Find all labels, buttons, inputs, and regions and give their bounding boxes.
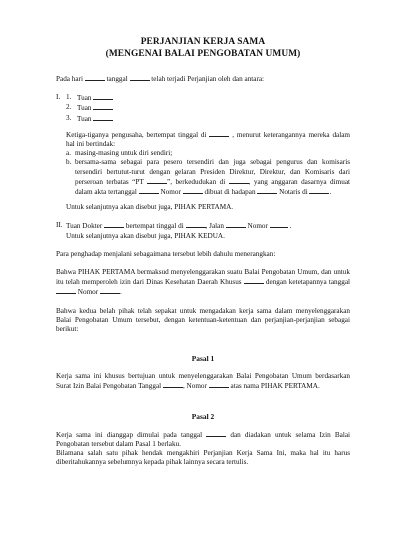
bahwa-paragraph-1 [56,268,350,298]
acting-b-text-7: . [329,188,332,197]
acting-letter: a. [66,149,71,158]
intro-paragraph [56,74,350,84]
tuan-blank [93,93,113,100]
acting-b-text-5: dibuat di hadapan [204,188,256,197]
pihak-pertama-note: Untuk selanjutnya akan disebut juga, PIHAK PERTAMA. [66,203,234,212]
acting-b-text-1: bersama-sama sebagai para pesero tersendiri dan juga sebagai pengurus dan komisaris tersendiri bertutut-turut dengan gelaran Presiden Direktur, Direktur, dan Komisaris dari perseroan terbatas “PT [75,158,350,186]
tuan-label: Tuan [77,114,92,123]
dokter-text-2: bertempat tinggal di [125,222,184,231]
tuan-blank [93,103,113,110]
decree-number-blank [100,287,122,297]
title-line-1: PERJANJIAN KERJA SAMA [140,37,266,47]
ketiganya-text-2: , menurut keterangannya mereka dalam hal ini bertindak: [66,130,351,149]
bahwa1-text-3: Nomor [77,288,99,297]
pasal-1-text [56,372,350,391]
pt-name-blank [147,177,167,184]
acting-b-text-6: Notaris di [279,188,308,197]
decree-date-blank [56,287,76,294]
intro-text-3: telah terjadi Perjanjian oleh dan antara: [151,75,265,83]
tuan-number: 3. [66,113,72,122]
pasal-2-text-1 [56,430,350,449]
dokter-text-1: Tuan Dokter [66,222,103,231]
day-blank [85,74,105,81]
street-blank [226,221,246,228]
tuan-number: 2. [66,103,72,112]
deed-number-blank [183,187,203,194]
acting-b-text-2: ”, berkedudukan di [167,177,226,186]
domicile-blank [209,130,229,137]
acting-text: masing-masing untuk diri sendiri; [75,149,173,158]
start-date-blank [206,430,226,437]
permit-number-blank [209,381,229,388]
pasal1-text-2: , Nomor [182,382,207,391]
title-line-2: (MENGENAI BALAI PENGOBATAN UMUM) [105,49,301,59]
tuan-blank [93,114,113,121]
tuan-item [66,114,350,124]
pasal1-text-1: Kerja sama ini khusus bertujuan untuk menyelenggarakan Balai Pengobatan Umum berdasarkan Surat Izin Balai Pengobatan Tanggal [56,372,350,391]
party-two-section [56,221,350,240]
ketiganya-text-1: Ketiga-tiganya pengusaha, bertempat tinggal di [66,130,207,139]
bahwa1-text-4: . [119,288,122,297]
acting-letter: b. [66,158,72,167]
dokter-line [66,221,350,231]
document-title [56,36,350,60]
tuan-item [66,103,350,113]
pihak-kedua-note: Untuk selanjutnya akan disebut juga, PIHAK KEDUA. [66,231,225,240]
dokter-text-3: , Jalan [205,222,224,231]
acting-b-text-4: Nomor [160,188,181,197]
para-penghadap-paragraph: Para penghadap menjalani sebagaimana tersebut lebih dahulu menerangkan: [56,249,276,258]
tuan-item [66,93,350,103]
notary-name-blank [257,187,277,194]
dokter-text-4: Nomor [247,222,268,231]
party-one-section [56,93,350,212]
acting-item-a [66,149,350,158]
pasal2-text-2: dan diadakan untuk selama Izin Balai Pengobatan tersebut dalam Pasal 1 berlaku. [56,430,351,448]
tuan-number: 1. [66,93,72,102]
region-blank [244,277,264,284]
acting-item-b [66,158,350,197]
acting-b-text-3: , yang anggaran dasarnya dimuat dalam akta tertanggal [75,177,351,197]
ketiganya-paragraph [66,130,350,149]
roman-numeral-2: II. [56,221,63,230]
seat-blank [229,177,249,184]
acting-text [75,158,350,197]
tuan-label: Tuan [77,104,92,113]
bahwa-paragraph-2: Bahwa kedua belah pihak telah sepakat untuk mengadakan kerja sama dalam menyelenggarakan Balai Pengobatan Umum tersebut, dengan ketentuan-ketentuan dan perjanjian-perjanjian sebagai berikut: [56,306,350,334]
pasal-1-heading: Pasal 1 [191,354,215,364]
pasal2-text-1: Kerja sama ini dianggap dimulai pada tanggal [56,430,203,439]
dokter-text-5: . [289,222,292,231]
bahwa1-text-2: dengan ketetapannya tanggal [265,278,351,287]
pasal-2-text-2: Bilamana salah satu pihak hendak mengakhiri Perjanjian Kerja Sama Ini, maka hal itu harus diberitahukannya sebelumnya kepada pihak lainnya secara tertulis. [56,449,350,467]
roman-numeral-1: I. [56,93,61,102]
tuan-label: Tuan [77,94,92,103]
house-number-blank [270,221,288,228]
pasal-2-heading: Pasal 2 [191,411,215,421]
doctor-name-blank [104,221,124,228]
intro-text-1: Pada hari [56,75,83,83]
date-blank [130,74,150,81]
doctor-city-blank [186,221,206,228]
permit-date-blank [163,381,183,388]
intro-text-2: tanggal [106,75,128,83]
bahwa1-text-1: Bahwa PIHAK PERTAMA bermaksud menyelenggarakan suatu Balai Pengobatan Umum, dan untuk itu telah memperoleh izin dari Dinas Kesehatan Daerah Khusus [56,268,350,287]
deed-date-blank [139,187,159,194]
notary-city-blank [309,187,332,197]
pasal1-text-3: atas nama PIHAK PERTAMA. [230,382,320,391]
